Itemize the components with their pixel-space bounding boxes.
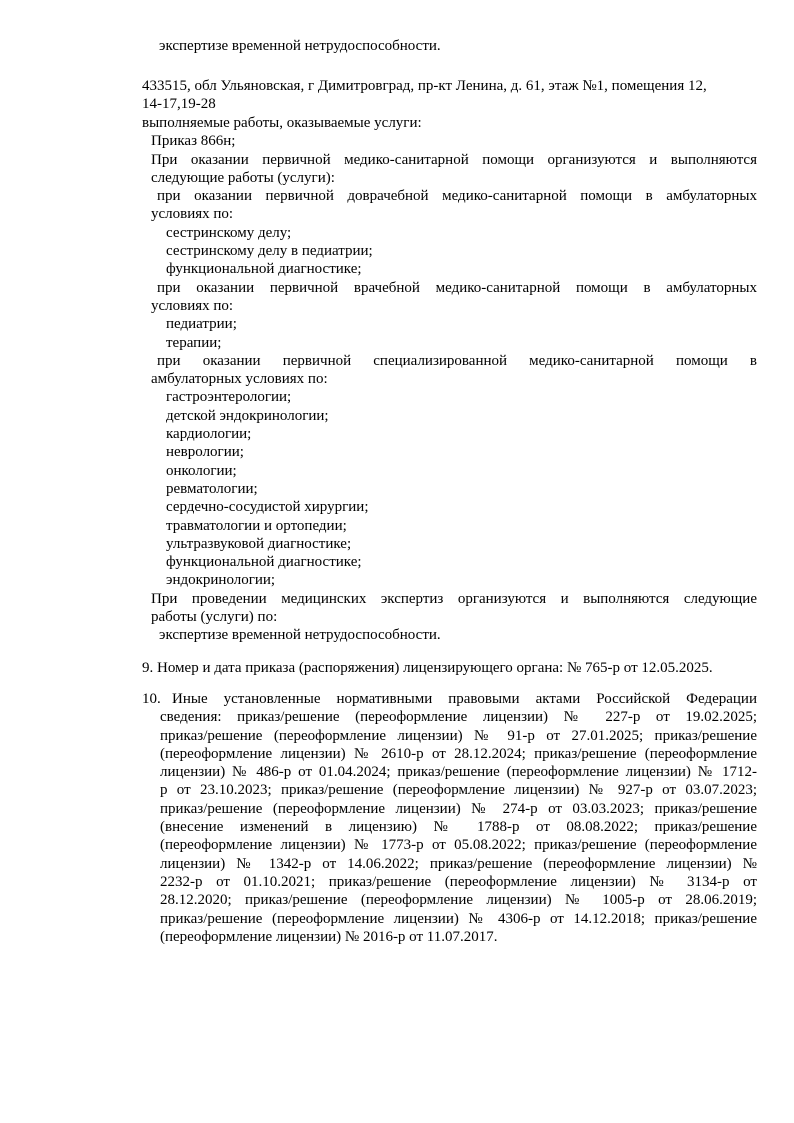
spec-item: неврологии; (166, 444, 244, 461)
item-10-line: приказ/решение (переоформление лицензии) № 91-р от 27.01.2025; приказ/решение (160, 727, 757, 744)
spec-line-1: при оказании первичной специализированной медико-санитарной помощи в (157, 352, 757, 369)
works-intro-line-2: следующие работы (услуги): (151, 169, 335, 186)
item-9 (142, 659, 757, 677)
works-block (142, 114, 757, 645)
address-block (142, 77, 757, 114)
premed-item: сестринскому делу в педиатрии; (166, 243, 373, 260)
item-10-line: 28.12.2020; приказ/решение (переоформление лицензии) № 1005-р от 28.06.2019; (160, 892, 757, 909)
spec-item: ультразвуковой диагностике; (166, 535, 352, 552)
spec-item: травматологии и ортопедии; (166, 517, 347, 534)
item-10-number: 10. (142, 691, 161, 707)
expertise-line-1: При проведении медицинских экспертиз организуются и выполняются следующие (151, 590, 757, 607)
item-10-line: приказ/решение (переоформление лицензии) № 274-р от 03.03.2023; приказ/решение (160, 800, 757, 817)
med-item: терапии; (166, 334, 222, 351)
spec-line-2: амбулаторных условиях по: (151, 371, 328, 388)
spec-item: сердечно-сосудистой хирургии; (166, 499, 369, 516)
works-intro-line-1: При оказании первичной медико-санитарной помощи организуются и выполняются (151, 151, 757, 168)
premed-item: сестринскому делу; (166, 224, 292, 241)
premed-item: функциональной диагностике; (166, 261, 362, 278)
works-order: Приказ 866н; (151, 133, 236, 150)
spec-item: онкологии; (166, 462, 237, 479)
spec-item: эндокринологии; (166, 572, 276, 589)
item-9-text: 9. Номер и дата приказа (распоряжения) лицензирующего органа: № 765-р от 12.05.2025. (142, 660, 713, 676)
item-10-first-line: Иные установленные нормативными правовыми актами Российской Федерации (172, 691, 757, 707)
item-10-line: 2232-р от 01.10.2021; приказ/решение (переоформление лицензии) № 3134-р от (160, 873, 757, 890)
top-line: экспертизе временной нетрудоспособности. (159, 38, 441, 54)
med-line-2: условиях по: (151, 297, 234, 314)
item-10-line: лицензии) № 1342-р от 14.06.2022; приказ/решение (переоформление лицензии) № (160, 855, 757, 872)
item-10-line: (переоформление лицензии) № 2610-р от 28.12.2024; приказ/решение (переоформление (160, 745, 757, 762)
premed-line-2: условиях по: (151, 206, 234, 223)
premed-line-1: при оказании первичной доврачебной медико-санитарной помощи в амбулаторных (157, 188, 757, 205)
med-line-1: при оказании первичной врачебной медико-санитарной помощи в амбулаторных (157, 279, 757, 296)
med-item: педиатрии; (166, 316, 237, 333)
works-heading: выполняемые работы, оказываемые услуги: (142, 115, 422, 131)
address-line-2: 14-17,19-28 (142, 96, 216, 113)
expertise-line-2: работы (услуги) по: (151, 609, 278, 626)
spec-item: гастроэнтерологии; (166, 389, 292, 406)
address-line-1: 433515, обл Ульяновская, г Димитровград, пр-кт Ленина, д. 61, этаж №1, помещения 12, (142, 78, 707, 94)
item-10-last-line: (переоформление лицензии) № 2016-р от 11.07.2017. (160, 928, 498, 945)
item-10-line: приказ/решение (переоформление лицензии) № 4306-р от 14.12.2018; приказ/решение (160, 910, 757, 927)
item-10-line: (внесение изменений в лицензию) № 1788-р от 08.08.2022; приказ/решение (160, 819, 757, 836)
item-10 (142, 690, 757, 946)
expertise-item: экспертизе временной нетрудоспособности. (159, 627, 441, 644)
spec-item: функциональной диагностике; (166, 554, 362, 571)
item-10-line: сведения: приказ/решение (переоформление лицензии) № 227-р от 19.02.2025; (160, 709, 757, 726)
item-10-line: р от 23.10.2023; приказ/решение (переоформление лицензии) № 927-р от 03.07.2023; (160, 782, 757, 799)
item-10-line: лицензии) № 486-р от 01.04.2024; приказ/решение (переоформление лицензии) № 1712- (160, 764, 757, 781)
item-10-line: (переоформление лицензии) № 1773-р от 05.08.2022; приказ/решение (переоформление (160, 837, 757, 854)
spec-item: кардиологии; (166, 426, 252, 443)
spec-item: ревматологии; (166, 480, 258, 497)
spec-item: детской эндокринологии; (166, 407, 329, 424)
top-continuation (142, 37, 757, 55)
